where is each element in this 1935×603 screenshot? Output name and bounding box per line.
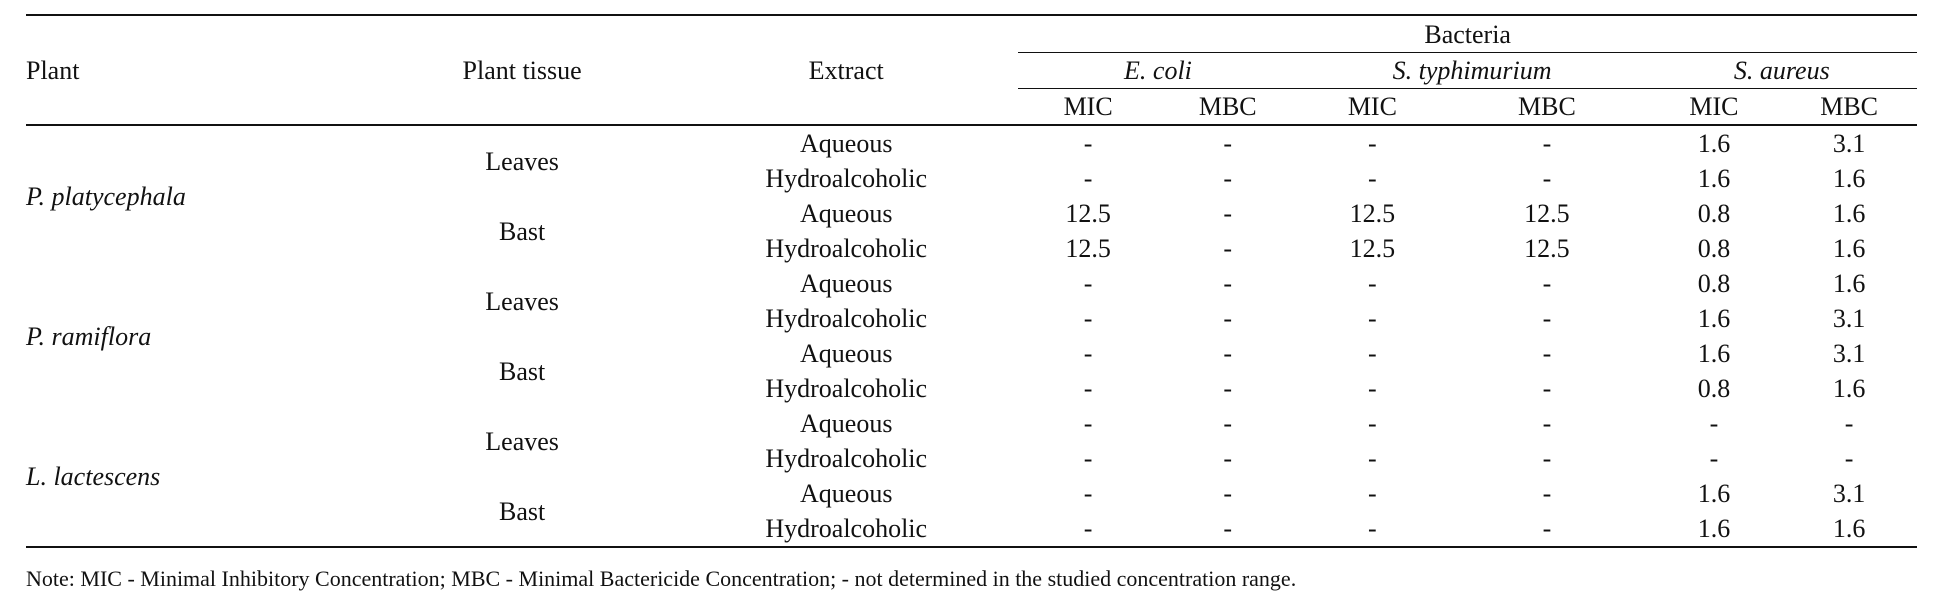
- mbc-value: -: [1542, 444, 1552, 473]
- mic-value: -: [1368, 339, 1377, 368]
- mic-value: -: [1709, 409, 1719, 438]
- mic-value: -: [1083, 269, 1093, 298]
- extract-type: Hydroalcoholic: [765, 374, 928, 403]
- header-bacteria: Bacteria: [1018, 15, 1917, 53]
- mic-value: 1.6: [1697, 514, 1731, 543]
- mic-value: -: [1368, 164, 1377, 193]
- header-s-aureus: S. aureus: [1647, 53, 1917, 89]
- extract-type: Aqueous: [800, 409, 893, 438]
- table-row: [26, 266, 1917, 301]
- header-mbc: MBC: [1820, 92, 1879, 121]
- plant-tissue: Bast: [498, 216, 546, 246]
- extract-type: Hydroalcoholic: [765, 234, 928, 263]
- extract-type: Hydroalcoholic: [765, 304, 928, 333]
- extract-type: Aqueous: [800, 129, 893, 158]
- header-mbc: MBC: [1198, 92, 1257, 121]
- extract-type: Aqueous: [800, 269, 893, 298]
- header-mic: MIC: [1689, 92, 1739, 121]
- mic-value: -: [1083, 479, 1093, 508]
- extract-type: Hydroalcoholic: [765, 164, 928, 193]
- mbc-value: -: [1542, 514, 1552, 543]
- extract-type: Aqueous: [800, 479, 893, 508]
- mbc-value: -: [1542, 129, 1552, 158]
- mic-value: 1.6: [1697, 164, 1731, 193]
- mic-value: -: [1083, 514, 1093, 543]
- table-row: [26, 406, 1917, 441]
- plant-tissue: Bast: [498, 356, 546, 386]
- plant-tissue: Leaves: [485, 426, 559, 456]
- header-e-coli: E. coli: [1018, 53, 1297, 89]
- table-note: Note: MIC - Minimal Inhibitory Concentration; MBC - Minimal Bactericide Concentration; - not determined in the studied concentration range.: [26, 566, 1297, 591]
- mic-value: -: [1083, 304, 1093, 333]
- mbc-value: 3.1: [1832, 339, 1866, 368]
- header-plant: Plant: [26, 15, 370, 125]
- mbc-value: 12.5: [1524, 199, 1570, 228]
- mbc-value: -: [1844, 409, 1854, 438]
- mbc-value: -: [1223, 269, 1233, 298]
- mic-value: 0.8: [1697, 234, 1731, 263]
- mbc-value: -: [1223, 514, 1233, 543]
- header-mbc: MBC: [1518, 92, 1576, 121]
- extract-type: Aqueous: [800, 339, 893, 368]
- mic-value: -: [1368, 129, 1377, 158]
- mbc-value: 12.5: [1524, 234, 1570, 263]
- plant-tissue: Bast: [498, 496, 546, 526]
- mbc-value: 1.6: [1832, 514, 1866, 543]
- header-s-typhimurium: S. typhimurium: [1298, 53, 1647, 89]
- plant-tissue: Leaves: [485, 286, 559, 316]
- header-extract: Extract: [674, 15, 1018, 125]
- mic-value: -: [1083, 164, 1093, 193]
- mbc-value: -: [1223, 339, 1233, 368]
- mic-value: -: [1368, 409, 1377, 438]
- mbc-value: -: [1223, 164, 1233, 193]
- table-row: [26, 125, 1917, 161]
- mbc-value: -: [1223, 304, 1233, 333]
- mic-value: -: [1083, 444, 1093, 473]
- mic-value: -: [1083, 339, 1093, 368]
- mic-value: 12.5: [1065, 199, 1111, 228]
- header-mic: MIC: [1063, 92, 1113, 121]
- mbc-value: -: [1542, 339, 1552, 368]
- header-plant-tissue: Plant tissue: [370, 15, 674, 125]
- mbc-value: -: [1223, 234, 1233, 263]
- mbc-value: -: [1223, 374, 1233, 403]
- mbc-value: 1.6: [1832, 199, 1866, 228]
- mic-value: 12.5: [1065, 234, 1111, 263]
- mbc-value: 3.1: [1832, 479, 1866, 508]
- extract-type: Hydroalcoholic: [765, 514, 928, 543]
- mbc-value: -: [1542, 409, 1552, 438]
- mic-value: 12.5: [1349, 199, 1396, 228]
- table-body: [26, 125, 1917, 547]
- mic-value: -: [1368, 514, 1377, 543]
- mbc-value: -: [1542, 374, 1552, 403]
- mbc-value: -: [1223, 409, 1233, 438]
- mbc-value: 1.6: [1832, 234, 1866, 263]
- mic-mbc-table: [26, 14, 1917, 548]
- mic-value: -: [1368, 374, 1377, 403]
- plant-name: P. platycephala: [26, 181, 186, 211]
- plant-tissue: Leaves: [485, 146, 559, 176]
- mbc-value: -: [1223, 479, 1233, 508]
- mbc-value: 3.1: [1832, 129, 1866, 158]
- mic-value: 0.8: [1697, 374, 1731, 403]
- mic-value: -: [1368, 304, 1377, 333]
- mbc-value: -: [1223, 199, 1233, 228]
- mic-value: 1.6: [1697, 129, 1731, 158]
- mic-value: -: [1368, 269, 1377, 298]
- mic-value: -: [1083, 129, 1093, 158]
- mbc-value: -: [1223, 129, 1233, 158]
- mic-value: 0.8: [1697, 199, 1731, 228]
- mic-value: 0.8: [1697, 269, 1731, 298]
- mbc-value: 1.6: [1832, 374, 1866, 403]
- extract-type: Hydroalcoholic: [765, 444, 928, 473]
- mbc-value: 1.6: [1832, 269, 1866, 298]
- mbc-value: -: [1542, 304, 1552, 333]
- mbc-value: -: [1542, 479, 1552, 508]
- mic-value: -: [1083, 409, 1093, 438]
- mbc-value: 1.6: [1832, 164, 1866, 193]
- mbc-value: -: [1542, 269, 1552, 298]
- mic-value: 1.6: [1697, 479, 1731, 508]
- plant-name: L. lactescens: [26, 461, 161, 491]
- mbc-value: 3.1: [1832, 304, 1866, 333]
- mic-value: -: [1368, 444, 1377, 473]
- mbc-value: -: [1844, 444, 1854, 473]
- plant-name: P. ramiflora: [26, 321, 152, 351]
- mbc-value: -: [1542, 164, 1552, 193]
- mic-value: 1.6: [1697, 339, 1731, 368]
- header-mic: MIC: [1347, 92, 1397, 121]
- mic-value: -: [1083, 374, 1093, 403]
- mic-value: 1.6: [1697, 304, 1731, 333]
- mic-value: 12.5: [1349, 234, 1396, 263]
- mbc-value: -: [1223, 444, 1233, 473]
- mic-value: -: [1709, 444, 1719, 473]
- mic-value: -: [1368, 479, 1377, 508]
- extract-type: Aqueous: [800, 199, 893, 228]
